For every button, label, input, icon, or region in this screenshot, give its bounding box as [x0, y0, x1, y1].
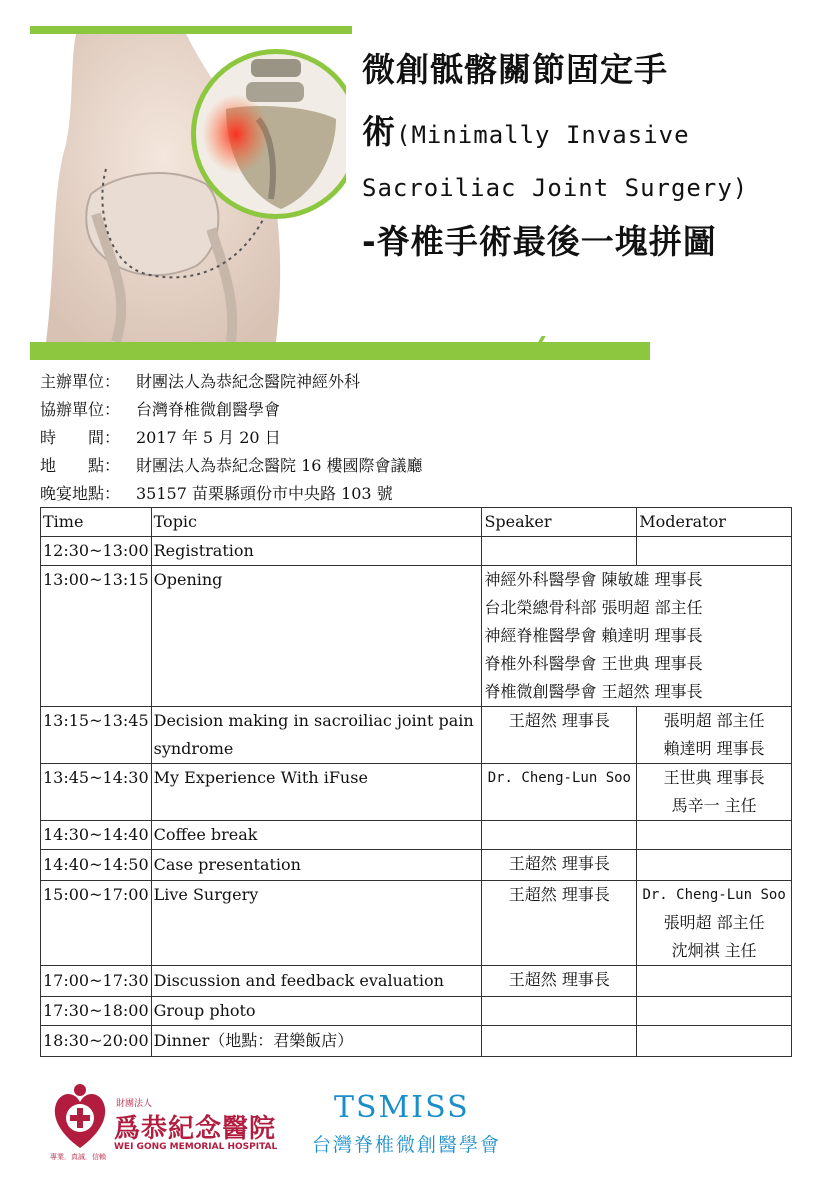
tsmiss-abbr: TSMISS: [334, 1090, 470, 1125]
hospital-english-name: WEI GONG MEMORIAL HOSPITAL: [114, 1142, 278, 1152]
info-co-organizer: 協辦單位： 台灣脊椎微創醫學會: [40, 400, 281, 419]
table-row: 18:30~20:00 Dinner（地點：君樂飯店）: [41, 1026, 792, 1057]
opening-speaker: 神經外科醫學會 陳敏雄 理事長: [484, 570, 703, 589]
hospital-logo: [50, 1082, 280, 1172]
header-speaker: Speaker: [482, 508, 637, 537]
table-row: 14:30~14:40 Coffee break: [41, 821, 792, 850]
title-line-3: Sacroiliac Joint Surgery): [362, 174, 749, 202]
table-row: 17:00~17:30 Discussion and feedback evaluation 王超然 理事長: [41, 966, 792, 997]
table-row: 13:15~13:45 Decision making in sacroiliac joint pain syndrome 王超然 理事長 張明超 部主任 賴達明 理事長: [41, 707, 792, 764]
opening-speaker: 神經脊椎醫學會 賴達明 理事長: [484, 626, 703, 645]
header-topic: Topic: [151, 508, 482, 537]
hospital-tagline: 專業．真誠．信賴: [50, 1153, 106, 1161]
hospital-small-label: 財團法人: [116, 1099, 153, 1109]
table-row: 13:00~13:15 Opening 神經外科醫學會 陳敏雄 理事長 台北榮總骨科部 張明超 部主任 神經脊椎醫學會 賴達明 理事長 脊椎外科醫學會 王世典 理事長 脊椎微創醫學會 王超然 理事長: [41, 566, 792, 707]
bottom-green-bar: [30, 342, 650, 360]
title-line-2-en: (Minimally Invasive: [396, 121, 690, 149]
table-row: 15:00~17:00 Live Surgery 王超然 理事長 Dr. Cheng-Lun Soo 張明超 部主任 沈炯祺 主任: [41, 881, 792, 966]
info-dinner-venue: 晚宴地點： 35157 苗栗縣頭份市中央路 103 號: [40, 484, 393, 503]
tsmiss-name: 台灣脊椎微創醫學會: [312, 1134, 502, 1156]
opening-speaker: 脊椎微創醫學會 王超然 理事長: [484, 682, 703, 701]
opening-speaker: 台北榮總骨科部 張明超 部主任: [484, 598, 703, 617]
event-info: [40, 368, 423, 508]
table-row: 12:30~13:00 Registration: [41, 537, 792, 566]
opening-speaker: 脊椎外科醫學會 王世典 理事長: [484, 654, 703, 673]
title-line-4: -脊椎手術最後一塊拼圖: [362, 222, 717, 261]
title-line-2-zh: 術: [362, 112, 396, 151]
hospital-name: 爲恭紀念醫院: [114, 1114, 277, 1144]
info-organizer: 主辦單位： 財團法人為恭紀念醫院神經外科: [40, 372, 361, 391]
table-header-row: [41, 508, 792, 537]
header-moderator: Moderator: [637, 508, 792, 537]
info-venue: 地 點： 財團法人為恭紀念醫院 16 樓國際會議廳: [40, 456, 423, 475]
table-row: 13:45~14:30 My Experience With iFuse Dr. Cheng-Lun Soo 王世典 理事長 馬辛一 主任: [41, 764, 792, 821]
tsmiss-logo: [312, 1090, 512, 1160]
title-line-1: 微創骶髂關節固定手: [362, 50, 668, 89]
table-row: 14:40~14:50 Case presentation 王超然 理事長: [41, 850, 792, 881]
hospital-emblem-icon: [50, 1082, 110, 1154]
table-row: 17:30~18:00 Group photo: [41, 997, 792, 1026]
pelvis-illustration: [36, 34, 346, 342]
top-green-bar: [30, 26, 352, 34]
header-time: Time: [41, 508, 152, 537]
schedule-table: [40, 507, 792, 1057]
info-date: 時 間： 2017 年 5 月 20 日: [40, 428, 281, 447]
